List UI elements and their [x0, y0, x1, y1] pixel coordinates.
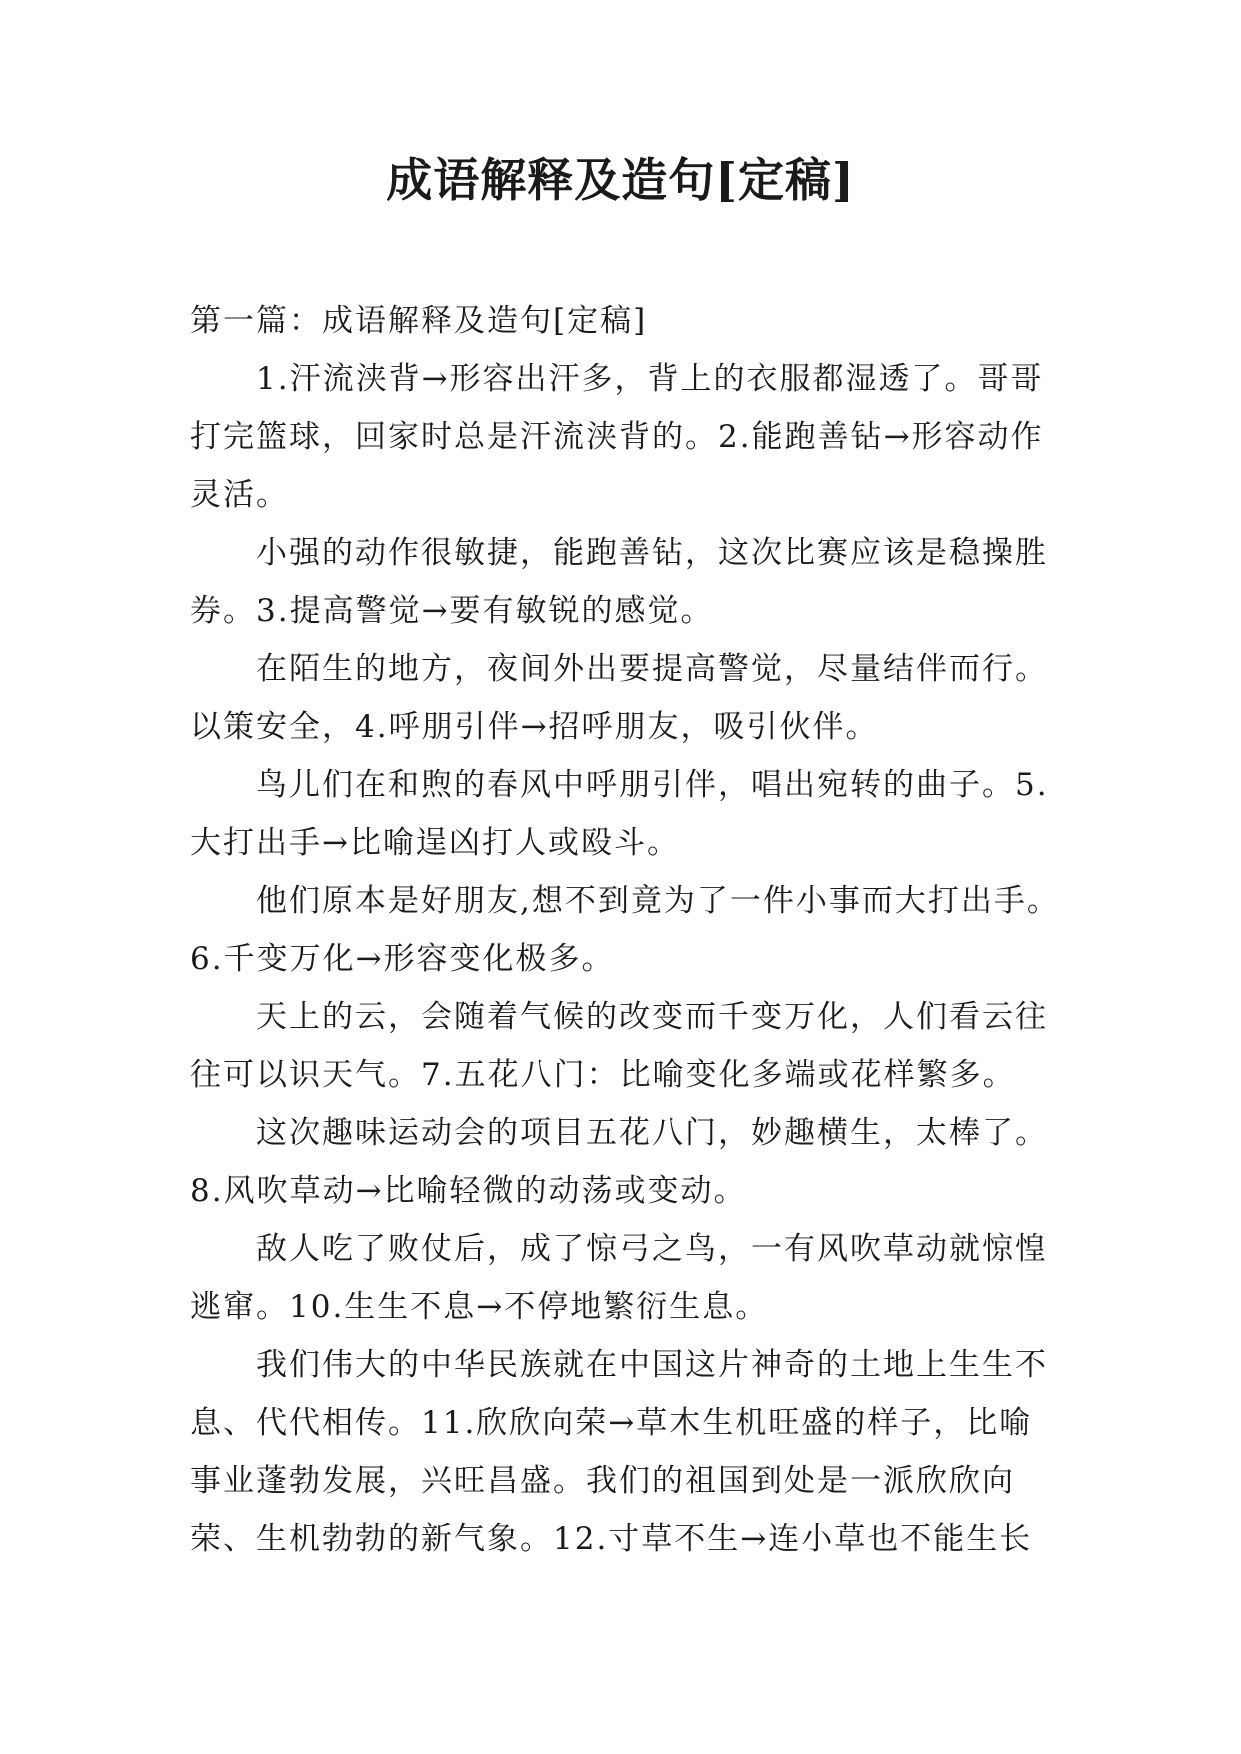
paragraph-8: 敌人吃了败仗后，成了惊弓之鸟，一有风吹草动就惊惶逃窜。10.生生不息→不停地繁衍生息。: [190, 1231, 1048, 1325]
paragraph-3: 在陌生的地方，夜间外出要提高警觉，尽量结伴而行。以策安全，4.呼朋引伴→招呼朋友，吸引伙伴。: [190, 651, 1048, 745]
paragraph-4: 鸟儿们在和煦的春风中呼朋引伴，唱出宛转的曲子。5.大打出手→比喻逞凶打人或殴斗。: [190, 767, 1049, 861]
paragraph-5: 他们原本是好朋友,想不到竟为了一件小事而大打出手。6.千变万化→形容变化极多。: [190, 883, 1060, 977]
paragraph-9: 我们伟大的中华民族就在中国这片神奇的土地上生生不息、代代相传。11.欣欣向荣→草木生机旺盛的样子，比喻事业蓬勃发展，兴旺昌盛。我们的祖国到处是一派欣欣向荣、生机勃勃的新气象。12.寸草不生→连小草也不能生长: [190, 1347, 1048, 1557]
paragraph-1: 1.汗流浃背→形容出汗多，背上的衣服都湿透了。哥哥打完篮球，回家时总是汗流浃背的。2.能跑善钻→形容动作灵活。: [190, 361, 1044, 513]
paragraph-2: 小强的动作很敏捷，能跑善钻，这次比赛应该是稳操胜券。3.提高警觉→要有敏锐的感觉。: [190, 535, 1048, 629]
paragraph-7: 这次趣味运动会的项目五花八门，妙趣横生，太棒了。8.风吹草动→比喻轻微的动荡或变动。: [190, 1115, 1048, 1209]
paragraph-6: 天上的云，会随着气候的改变而千变万化，人们看云往往可以识天气。7.五花八门：比喻变化多端或花样繁多。: [190, 999, 1048, 1093]
section-heading: 第一篇：成语解释及造句[定稿]: [190, 303, 648, 339]
document-title: 成语解释及造句[定稿]: [386, 153, 855, 207]
document-body: [190, 292, 1060, 1568]
